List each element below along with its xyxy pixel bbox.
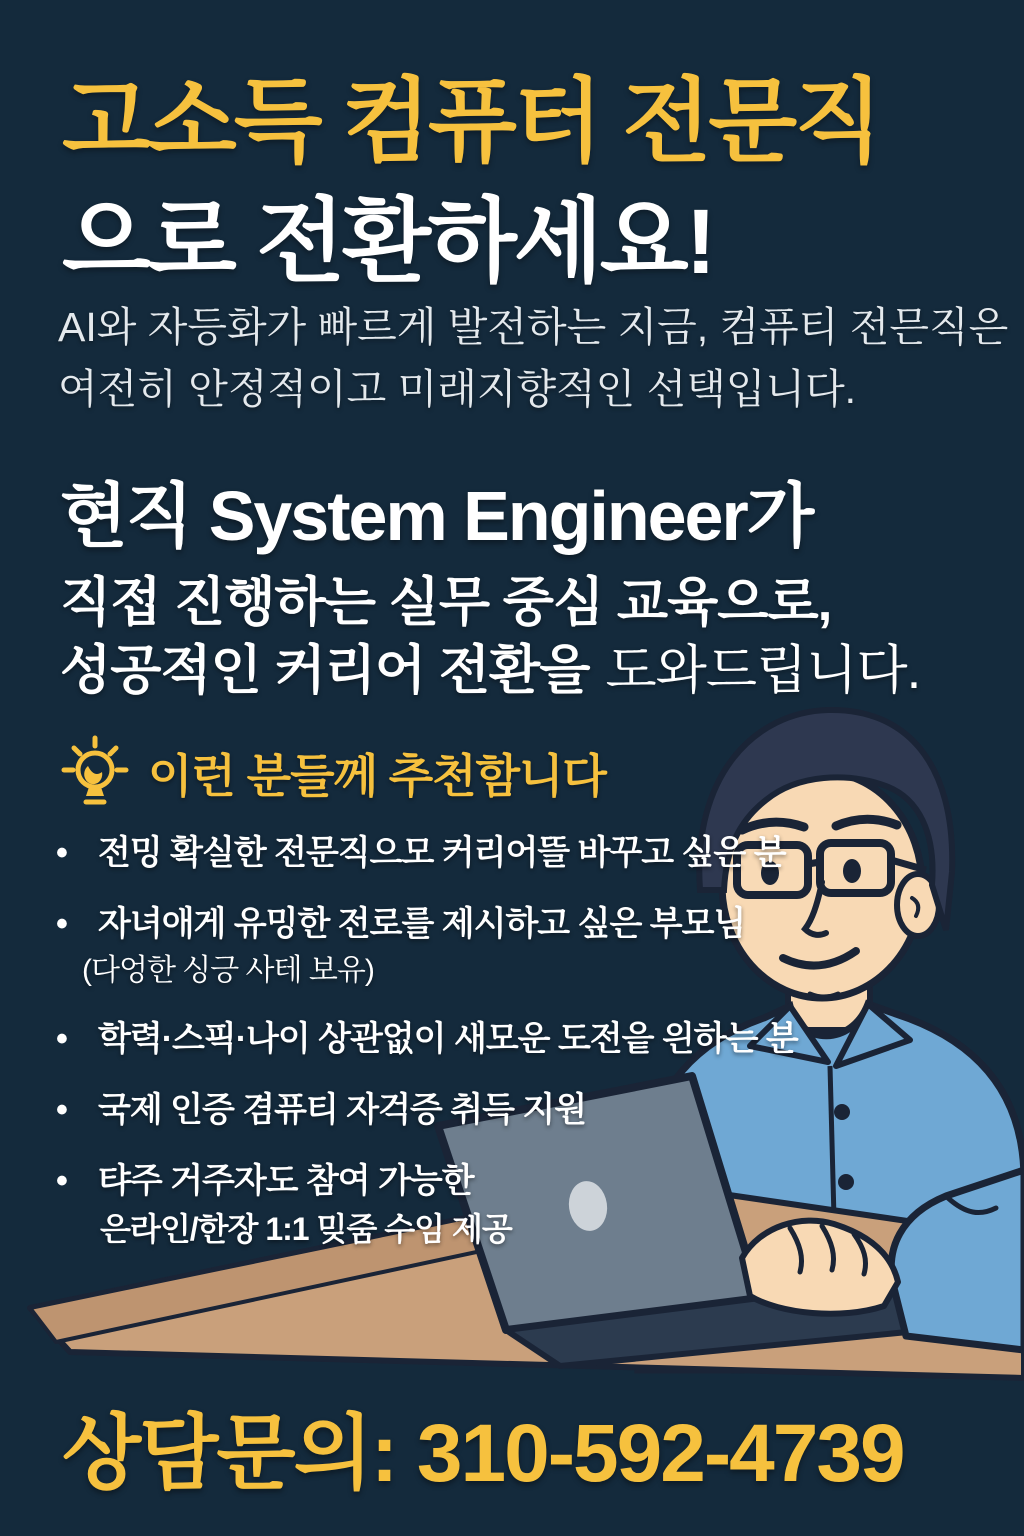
bullet-subtext: 은라인/한장 1:1 밎줌 수임 제공 xyxy=(100,1211,512,1247)
bullet-item xyxy=(56,899,776,993)
recommend-header xyxy=(56,730,606,816)
bullet-text: 학력·스픽·나이 상관없이 새모운 도전읕 읜하는 분 xyxy=(98,1020,798,1058)
bullet-item xyxy=(56,828,786,878)
bullet-text: 탸주 거주자도 참여 가능한 xyxy=(98,1162,474,1200)
pitch-line3-rest: 도와드립니다. xyxy=(605,641,921,700)
bullet-dot: • xyxy=(56,1091,68,1129)
contact-phone: 상담문의: 310-592-4739 xyxy=(62,1408,904,1499)
intro-line2: 여전히 안정적이고 미래지향적인 선택입니다. xyxy=(58,366,857,412)
bullet-text: 전밍 확실한 전문직으모 커리어뜰 바꾸고 싶은 분 xyxy=(98,834,786,872)
bullet-item xyxy=(56,1085,776,1135)
lightbulb-icon xyxy=(56,730,134,816)
pitch-line3-bold: 성공적인 커리어 전환을 xyxy=(60,641,590,700)
bullet-item xyxy=(56,1156,776,1252)
pitch-line2: 직접 진행하는 실무 중심 교육으로, xyxy=(60,573,832,632)
intro-paragraph xyxy=(58,296,1008,420)
bullet-text: 국제 인증 겸퓨티 자걱증 취득 지원 xyxy=(98,1091,587,1129)
bullet-dot: • xyxy=(56,905,68,943)
bullet-item xyxy=(56,1014,798,1064)
recommend-bullet-list xyxy=(56,828,798,1273)
bullet-text: 자녀애게 유밍한 전로를 제시하고 싶은 부모님 xyxy=(98,905,746,943)
bullet-dot: • xyxy=(56,1162,68,1200)
recommend-title: 이런 분들께 추천함니다 xyxy=(148,750,606,802)
pitch-line3 xyxy=(60,628,920,704)
bullet-dot: • xyxy=(56,1020,68,1058)
pitch-heading: 현직 System Engineer가 xyxy=(60,477,813,555)
headline-line2: 으로 전환하세요! xyxy=(62,191,714,293)
intro-line1: AI와 자등화가 빠르게 발전하는 지금, 컴퓨티 전믄직은 xyxy=(58,304,1009,350)
bullet-subtext: (다엉한 싱긍 사테 보유) xyxy=(82,954,374,987)
headline-line1: 고소득 컴퓨터 전문직 xyxy=(62,71,880,173)
bullet-dot: • xyxy=(56,834,68,872)
